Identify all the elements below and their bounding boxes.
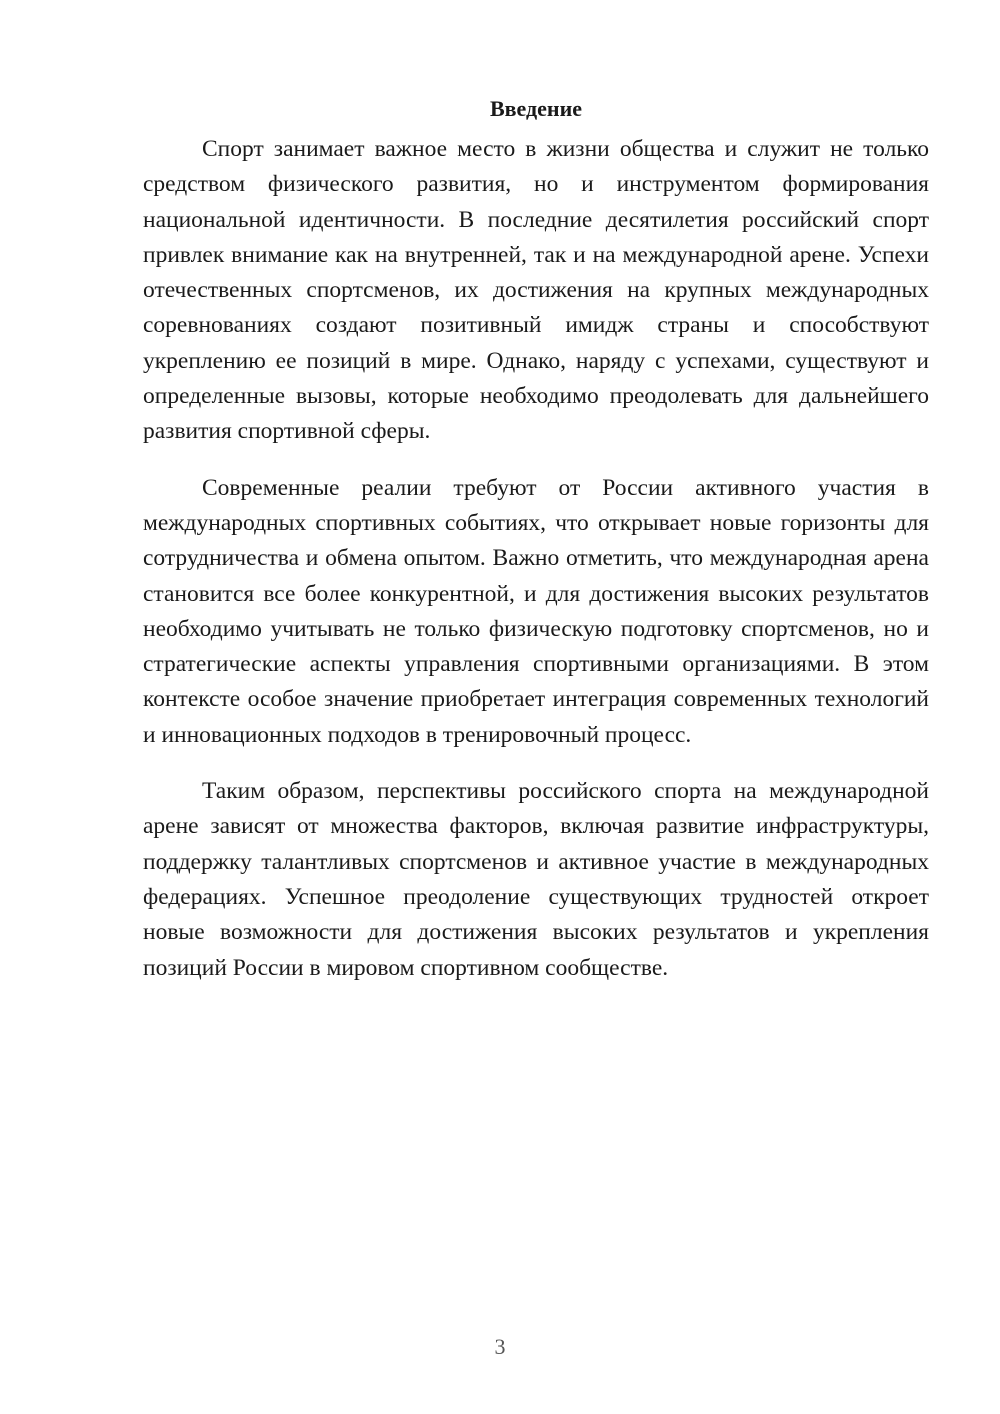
- section-title: Введение: [489, 96, 583, 121]
- page-number: 3: [494, 1334, 506, 1359]
- paragraph-3: Таким образом, перспективы российского спорта на международной арене зависят от множества факторов, включая развитие инфраструктуры, поддержку талантливых спортсменов и активное участие в международных федерациях. Успешное преодоление существующих трудностей откроет новые возможности для достижения высоких результатов и укрепления позиций России в мировом спортивном сообществе.: [143, 778, 929, 981]
- paragraph-2: Современные реалии требуют от России активного участия в международных спортивных событиях, что открывает новые горизонты для сотрудничества и обмена опытом. Важно отметить, что международная арена становится все более конкурентной, и для достижения высоких результатов необходимо учитывать не только физическую подготовку спортсменов, но и стратегические аспекты управления спортивными организациями. В этом контексте особое значение приобретает интеграция современных технологий и инновационных подходов в тренировочный процесс.: [143, 474, 929, 748]
- document-page: [143, 92, 929, 1007]
- paragraph-1: Спорт занимает важное место в жизни общества и служит не только средством физического развития, но и инструментом формирования национальной идентичности. В последние десятилетия российский спорт привлек внимание как на внутренней, так и на международной арене. Успехи отечественных спортсменов, их достижения на крупных международных соревнованиях создают позитивный имидж страны и способствуют укреплению ее позиций в мире. Однако, наряду с успехами, существуют и определенные вызовы, которые необходимо преодолевать для дальнейшего развития спортивной сферы.: [143, 136, 929, 445]
